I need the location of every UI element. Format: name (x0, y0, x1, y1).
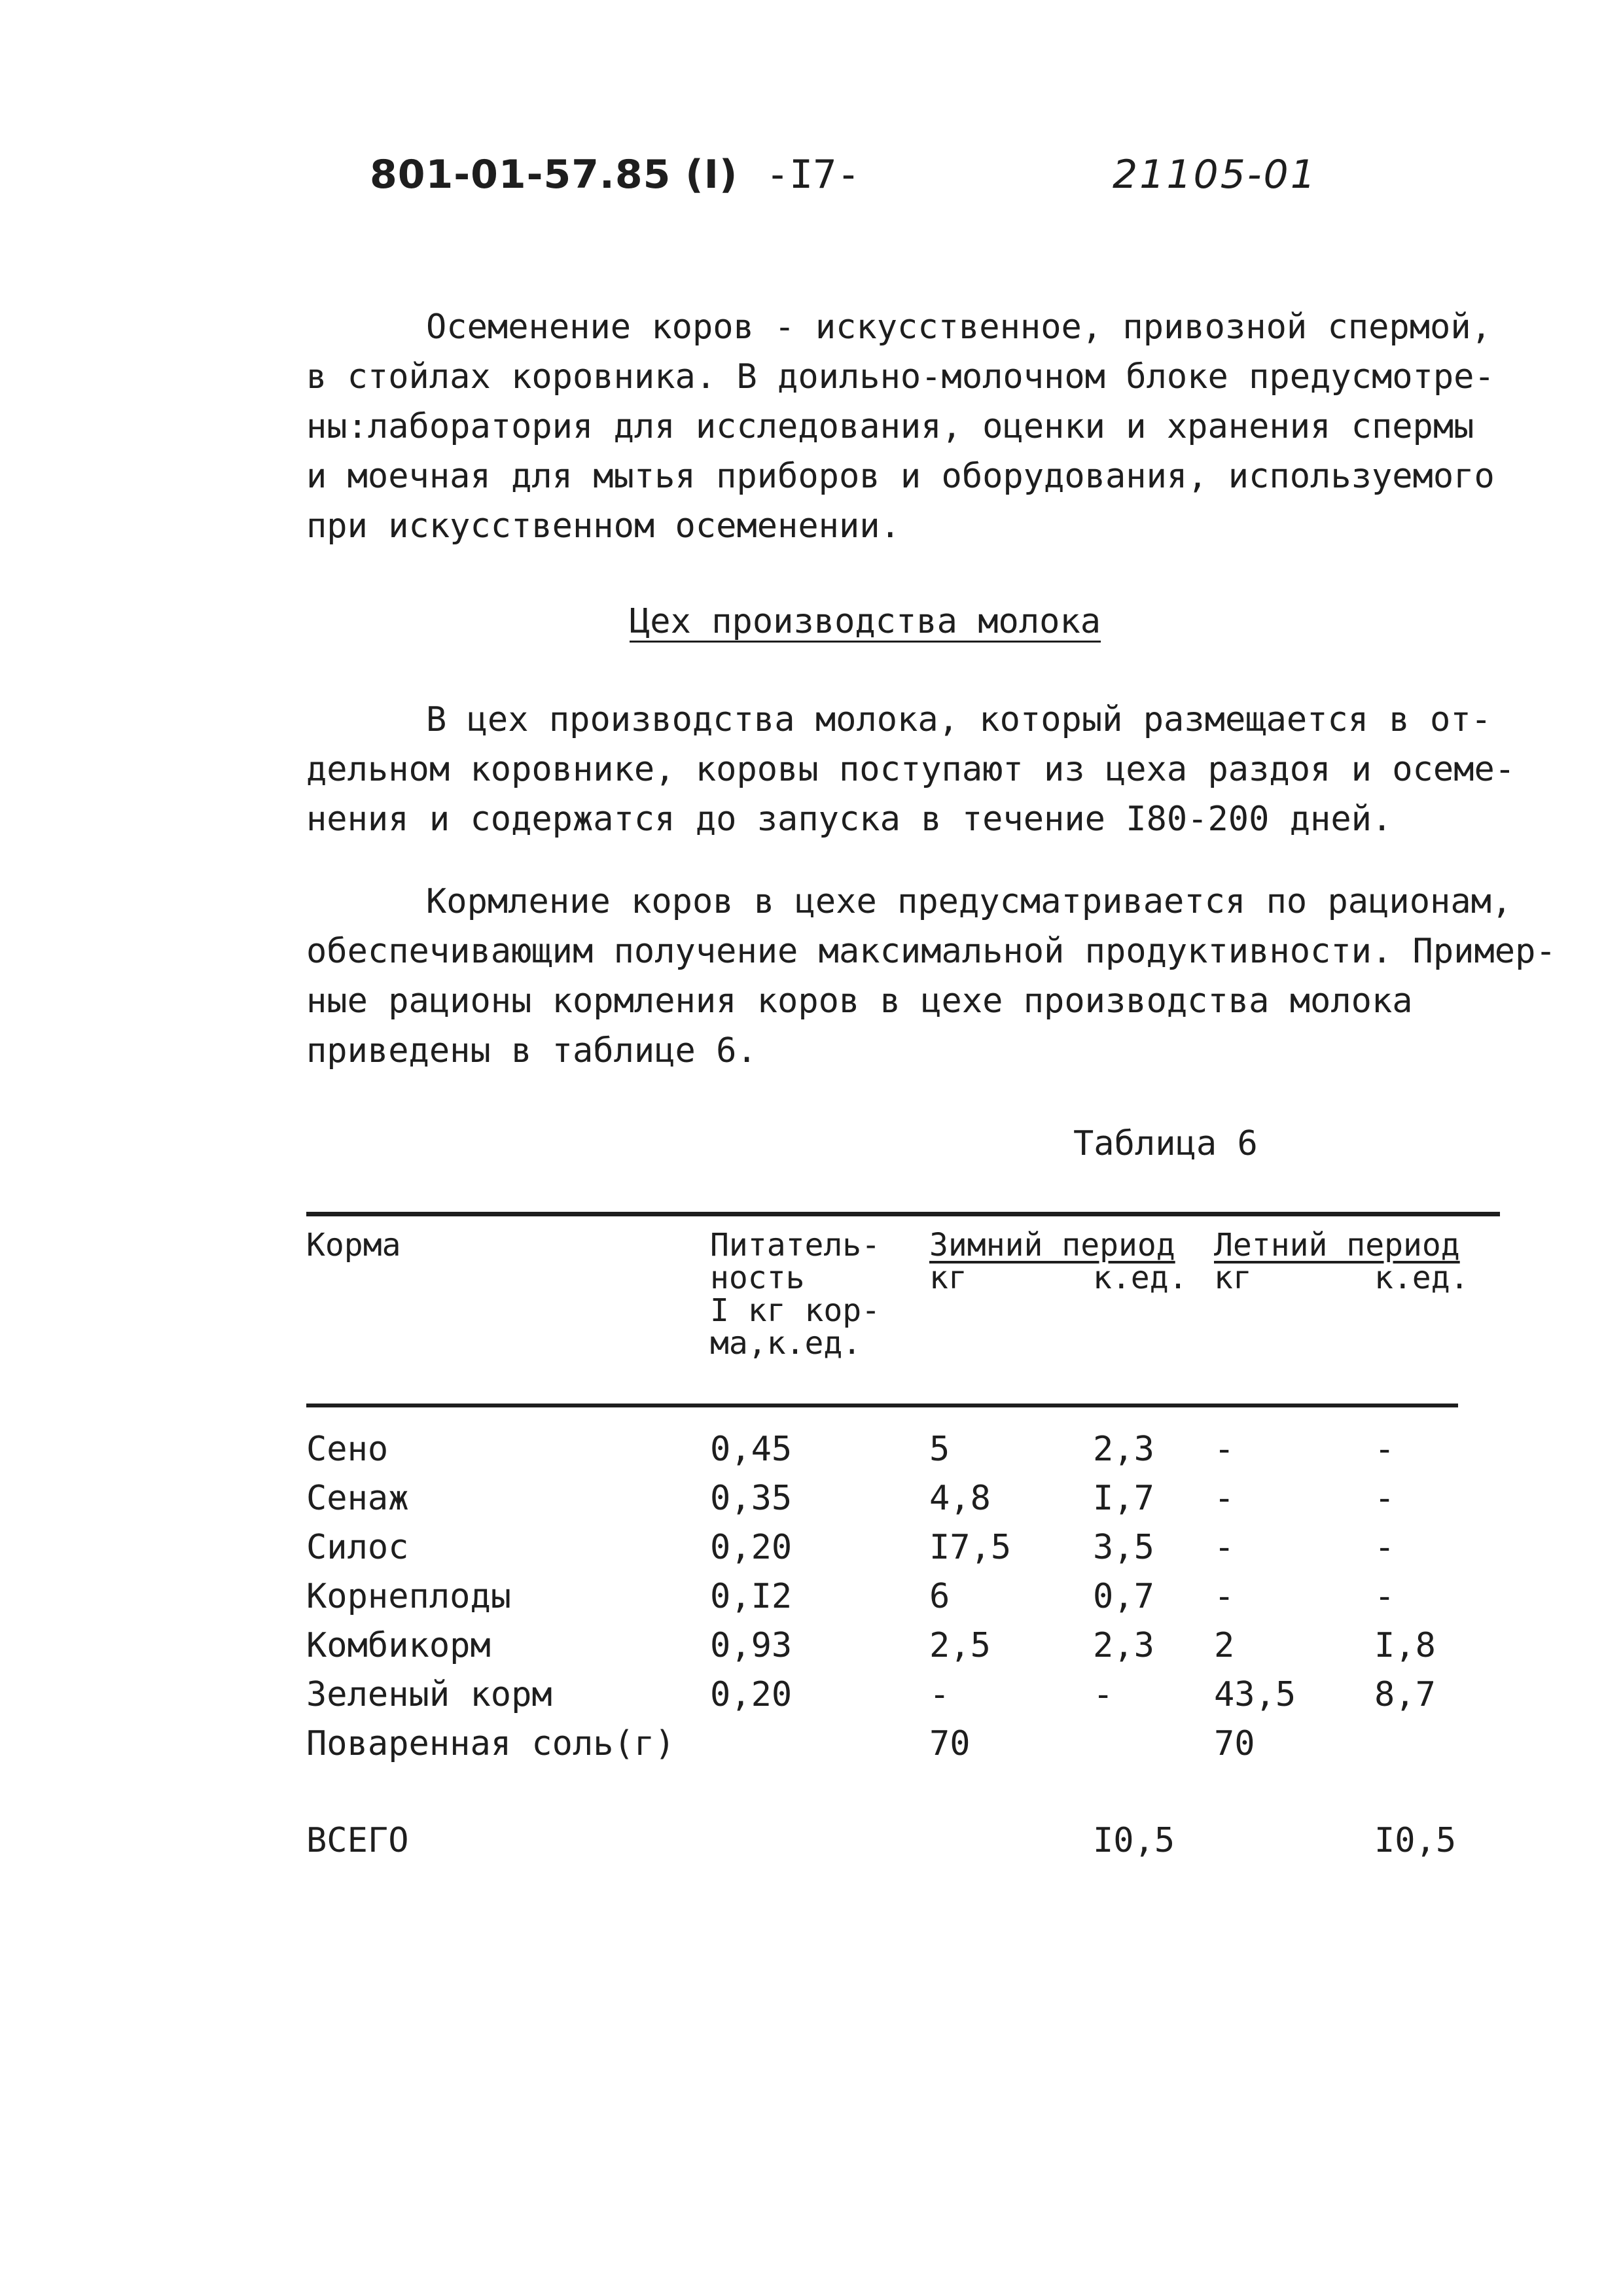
text-line: Кормление коров в цехе предусматривается по рационам, (426, 882, 1512, 921)
cell-summer-kg: - (1214, 1430, 1235, 1469)
header-feed: Корма (306, 1227, 401, 1263)
text-line: Осеменение коров - искусственное, привозной спермой, (426, 308, 1491, 347)
cell-summer-fu: - (1374, 1528, 1395, 1567)
paragraph-insemination (306, 302, 1550, 551)
header-winter-fu: к.ед. (1093, 1260, 1188, 1296)
text-line: приведены в таблице 6. (306, 1031, 757, 1070)
paragraph-feeding (306, 877, 1556, 1076)
table-top-rule (306, 1212, 1500, 1216)
header-summer-period: Летний период (1214, 1227, 1460, 1263)
section-title: Цех производства молока (630, 602, 1101, 641)
cell-nutrition: 0,I2 (710, 1577, 793, 1616)
cell-winter-kg: 4,8 (929, 1479, 991, 1518)
text-line: при искусственном осеменении. (306, 506, 901, 546)
cell-summer-fu: - (1374, 1479, 1395, 1518)
cell-feed: Комбикорм (306, 1626, 491, 1665)
cell-winter-fu: - (1093, 1675, 1114, 1714)
cell-winter-fu: 2,3 (1093, 1430, 1154, 1469)
cell-summer-kg: - (1214, 1479, 1235, 1518)
cell-winter-kg: 6 (929, 1577, 950, 1616)
header-nutrition (710, 1229, 880, 1360)
paragraph-workshop (306, 695, 1550, 844)
cell-summer-fu: - (1374, 1577, 1395, 1616)
header-summer-kg: кг (1214, 1260, 1252, 1296)
cell-winter-fu: 0,7 (1093, 1577, 1154, 1616)
document-code: 801-01-57.85 (I) (370, 152, 738, 198)
cell-feed: Зеленый корм (306, 1675, 552, 1714)
cell-winter-kg: 2,5 (929, 1626, 991, 1665)
cell-summer-kg: 43,5 (1214, 1675, 1296, 1714)
text-line: обеспечивающим получение максимальной продуктивности. Пример- (306, 932, 1556, 971)
cell-summer-fu: I,8 (1374, 1626, 1436, 1665)
cell-nutrition: 0,35 (710, 1479, 793, 1518)
header-nutrition-line: Питатель- (710, 1227, 881, 1263)
cell-winter-fu: 3,5 (1093, 1528, 1154, 1567)
text-line: дельном коровнике, коровы поступают из цеха раздоя и осеме- (306, 750, 1516, 789)
text-line: ны:лаборатория для исследования, оценки и хранения спермы (306, 407, 1474, 446)
cell-nutrition: 0,20 (710, 1528, 793, 1567)
cell-feed: Поваренная соль(г) (306, 1724, 675, 1763)
cell-summer-fu: 8,7 (1374, 1675, 1436, 1714)
text-line: ные рационы кормления коров в цехе производства молока (306, 981, 1413, 1021)
cell-feed: Силос (306, 1528, 409, 1567)
cell-nutrition: 0,93 (710, 1626, 793, 1665)
table-header-rule (306, 1404, 1458, 1407)
cell-nutrition: 0,20 (710, 1675, 793, 1714)
page-number: -I7- (766, 152, 861, 198)
header-winter-kg: кг (929, 1260, 967, 1296)
header-nutrition-line: ма,к.ед. (710, 1325, 862, 1362)
cell-winter-kg: 70 (929, 1724, 971, 1763)
table-caption: Таблица 6 (1073, 1124, 1258, 1163)
text-line: и моечная для мытья приборов и оборудования, используемого (306, 457, 1495, 496)
cell-summer-kg: 70 (1214, 1724, 1255, 1763)
document-number: 21105-01 (1113, 152, 1317, 198)
cell-summer-fu: - (1374, 1430, 1395, 1469)
cell-winter-kg: - (929, 1675, 950, 1714)
cell-feed: Сенаж (306, 1479, 409, 1518)
cell-winter-kg: I7,5 (929, 1528, 1012, 1567)
text-line: в стойлах коровника. В доильно-молочном блоке предусмотре- (306, 357, 1495, 397)
header-summer-fu: к.ед. (1374, 1260, 1469, 1296)
header-nutrition-line: I кг кор- (710, 1292, 881, 1329)
cell-summer-kg: - (1214, 1577, 1235, 1616)
text-line: В цех производства молока, который размещается в от- (426, 700, 1491, 739)
total-winter-fu: I0,5 (1093, 1821, 1175, 1860)
total-label: ВСЕГО (306, 1821, 409, 1860)
header-nutrition-line: ность (710, 1260, 805, 1296)
cell-summer-kg: - (1214, 1528, 1235, 1567)
cell-feed: Корнеплоды (306, 1577, 512, 1616)
cell-feed: Сено (306, 1430, 389, 1469)
cell-nutrition: 0,45 (710, 1430, 793, 1469)
cell-winter-kg: 5 (929, 1430, 950, 1469)
header-winter-period: Зимний период (929, 1227, 1175, 1263)
total-summer-fu: I0,5 (1374, 1821, 1457, 1860)
cell-winter-fu: I,7 (1093, 1479, 1154, 1518)
cell-summer-kg: 2 (1214, 1626, 1235, 1665)
text-line: нения и содержатся до запуска в течение I80-200 дней. (306, 800, 1393, 839)
cell-winter-fu: 2,3 (1093, 1626, 1154, 1665)
